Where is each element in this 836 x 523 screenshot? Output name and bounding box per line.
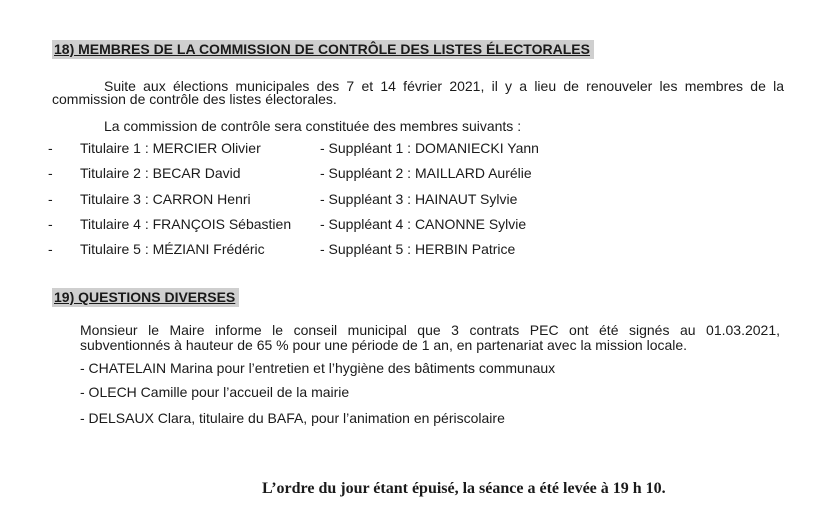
section-19-intro-line-1: Monsieur le Maire informe le conseil municipal que 3 contrats PEC ont été signés au 01.03.2021, xyxy=(80,322,780,338)
section-18-heading: 18) MEMBRES DE LA COMMISSION DE CONTRÔLE DES LISTES ÉLECTORALES xyxy=(52,40,594,59)
titulaire-entry: Titulaire 2 : BECAR David xyxy=(80,165,241,181)
list-item: - OLECH Camille pour l’accueil de la mairie xyxy=(80,384,350,400)
list-dash: - xyxy=(48,165,53,181)
suppleant-entry: - Suppléant 3 : HAINAUT Sylvie xyxy=(320,191,518,207)
member-row xyxy=(0,214,836,234)
titulaire-entry: Titulaire 1 : MERCIER Olivier xyxy=(80,140,261,156)
titulaire-entry: Titulaire 5 : MÉZIANI Frédéric xyxy=(80,241,265,257)
suppleant-entry: - Suppléant 4 : CANONNE Sylvie xyxy=(320,216,527,232)
member-row xyxy=(0,189,836,209)
titulaire-entry: Titulaire 3 : CARRON Henri xyxy=(80,191,251,207)
section-19-heading: 19) QUESTIONS DIVERSES xyxy=(52,288,239,307)
suppleant-entry: - Suppléant 2 : MAILLARD Aurélie xyxy=(320,165,532,181)
titulaire-entry: Titulaire 4 : FRANÇOIS Sébastien xyxy=(80,216,292,232)
list-dash: - xyxy=(48,216,53,232)
section-18-intro-line-1: Suite aux élections municipales des 7 et 14 février 2021, il y a lieu de renouveler les membres de la xyxy=(104,78,784,94)
list-item: - DELSAUX Clara, titulaire du BAFA, pour l’animation en périscolaire xyxy=(80,410,505,426)
suppleant-entry: - Suppléant 5 : HERBIN Patrice xyxy=(320,241,516,257)
member-row xyxy=(0,239,836,259)
member-row xyxy=(0,138,836,158)
closing-statement: L’ordre du jour étant épuisé, la séance a été levée à 19 h 10. xyxy=(262,480,666,497)
section-18-members-intro: La commission de contrôle sera constituée des membres suivants : xyxy=(104,118,522,134)
section-18-intro-line-2: commission de contrôle des listes électorales. xyxy=(52,91,337,107)
member-row xyxy=(0,163,836,183)
suppleant-entry: - Suppléant 1 : DOMANIECKI Yann xyxy=(320,140,539,156)
section-19-intro-line-2: subventionnés à hauteur de 65 % pour une période de 1 an, en partenariat avec la mission locale. xyxy=(80,337,688,353)
list-dash: - xyxy=(48,191,53,207)
list-dash: - xyxy=(48,140,53,156)
list-dash: - xyxy=(48,241,53,257)
list-item: - CHATELAIN Marina pour l’entretien et l’hygiène des bâtiments communaux xyxy=(80,360,556,376)
